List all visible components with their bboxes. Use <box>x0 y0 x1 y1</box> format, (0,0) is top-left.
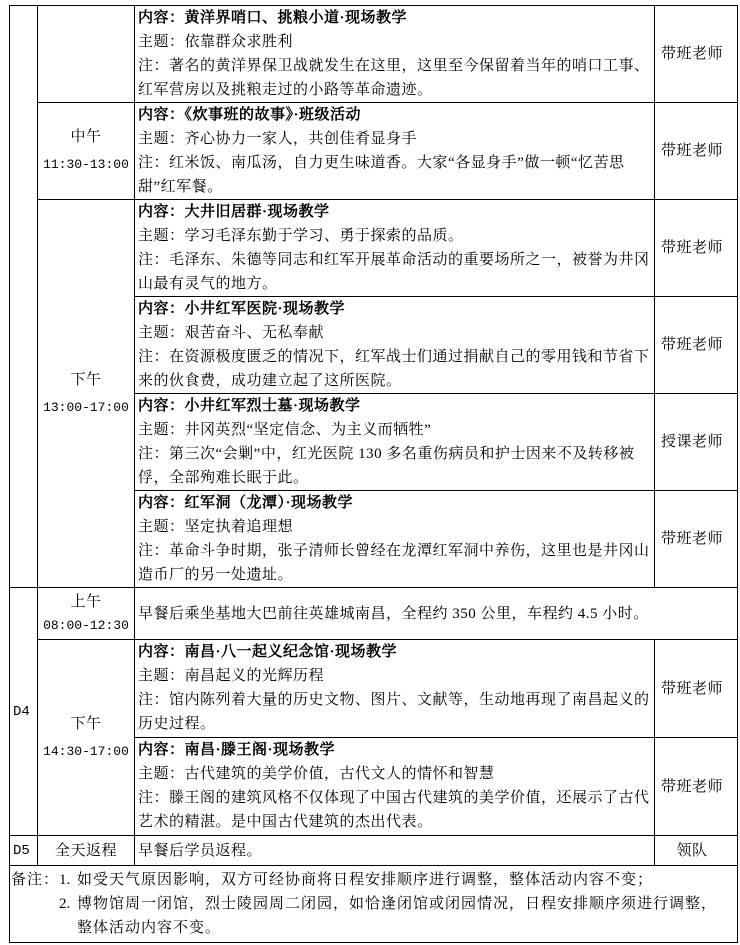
session-theme: 主题：齐心协力一家人，共创佳肴显身手 <box>138 131 418 147</box>
session-note: 注：红米饭、南瓜汤，自力更生味道香。大家“各显身手”做一顿“忆苦思甜”红军餐。 <box>138 155 625 195</box>
remark-item <box>59 892 733 940</box>
session-theme: 主题：坚定执着追理想 <box>138 519 294 535</box>
day-label-d4: D4 <box>13 703 30 720</box>
session-staff: 带班老师 <box>655 6 738 103</box>
remark-text: 如受天气原因影响，双方可经协商将日程安排顺序进行调整，整体活动内容不变； <box>77 872 654 888</box>
session-content: 内容：小井红军烈士墓·现场教学 <box>138 398 361 414</box>
remarks-row <box>10 866 738 943</box>
time-range-noon: 11:30-13:00 <box>43 157 129 172</box>
session-staff: 授课老师 <box>655 394 738 491</box>
remark-item <box>59 868 733 892</box>
remarks-label: 备注： <box>11 872 60 888</box>
day-cell-d4 <box>10 588 38 836</box>
day-label-d5: D5 <box>13 842 30 859</box>
session-content-cell <box>135 640 655 738</box>
time-period-afternoon-d4: 下午 <box>70 715 102 732</box>
session-theme: 主题：古代建筑的美学价值，古代文人的情怀和智慧 <box>138 766 495 782</box>
session-note: 注：毛泽东、朱德等同志和红军开展革命活动的重要场所之一，被誉为井冈山最有灵气的地方。 <box>138 252 650 292</box>
transfer-text: 早餐后乘坐基地大巴前往英雄城南昌，全程约 350 公里，车程约 4.5 小时。 <box>135 588 738 640</box>
time-cell-afternoon-d4 <box>38 640 135 836</box>
day-cell-d5 <box>10 836 38 866</box>
session-row <box>10 200 738 297</box>
session-staff: 带班老师 <box>655 640 738 738</box>
return-row <box>10 836 738 866</box>
session-content: 内容：小井红军医院·现场教学 <box>138 301 346 317</box>
session-note: 注：馆内陈列着大量的历史文物、图片、文献等，生动地再现了南昌起义的历史过程。 <box>138 692 650 732</box>
session-content: 内容：《炊事班的故事》·班级活动 <box>138 107 362 123</box>
time-range-morning: 08:00-12:30 <box>43 617 129 633</box>
session-staff: 带班老师 <box>655 103 738 200</box>
session-note: 注：革命斗争时期，张子清师长曾经在龙潭红军洞中养伤，这里也是井冈山造币厂的另一处遗址。 <box>138 543 650 583</box>
return-staff: 领队 <box>655 836 738 866</box>
session-staff: 带班老师 <box>655 491 738 588</box>
time-period-afternoon: 下午 <box>70 371 102 388</box>
session-content-cell <box>135 297 655 394</box>
session-note: 注：著名的黄洋界保卫战就发生在这里，这里至今保留着当年的哨口工事、红军营房以及挑粮走过的小路等革命遗迹。 <box>138 58 650 98</box>
session-content-cell <box>135 103 655 200</box>
remark-number: 1. <box>59 872 71 888</box>
remarks-cell <box>10 866 738 943</box>
itinerary-table <box>9 5 738 943</box>
remark-text: 博物馆周一闭馆，烈士陵园周二闭园，如恰逢闭馆或闭园情况，日程安排顺序须进行调整，整体活动内容不变。 <box>77 896 718 936</box>
session-theme: 主题：南昌起义的光辉历程 <box>138 668 325 684</box>
session-content: 内容：南昌·滕王阁·现场教学 <box>138 742 336 758</box>
session-note: 注：滕王阁的建筑风格不仅体现了中国古代建筑的美学价值，还展示了古代艺术的精湛。是中国古代建筑的杰出代表。 <box>138 790 650 830</box>
time-period-full-day: 全天返程 <box>54 842 117 859</box>
session-note: 注：第三次“会剿”中，红光医院 130 多名重伤病员和护士因来不及转移被俘，全部殉难长眠于此。 <box>138 446 635 486</box>
session-theme: 主题：学习毛泽东勤于学习、勇于探索的品质。 <box>138 228 464 244</box>
session-row <box>10 6 738 103</box>
time-cell-noon <box>38 103 135 200</box>
remark-number: 2. <box>59 896 71 912</box>
time-range-afternoon: 13:00-17:00 <box>43 399 129 415</box>
session-note: 注：在资源极度匮乏的情况下，红军战士们通过捐献自己的零用钱和节省下来的伙食费，成功建立起了这所医院。 <box>138 349 650 389</box>
session-theme: 主题：依靠群众求胜利 <box>138 34 294 50</box>
session-content-cell <box>135 738 655 836</box>
session-content-cell <box>135 200 655 297</box>
session-theme: 主题：艰苦奋斗、无私奉献 <box>138 325 325 341</box>
session-content: 内容：南昌·八一起义纪念馆·现场教学 <box>138 644 398 660</box>
time-cell-empty <box>38 6 135 103</box>
time-period-noon: 中午 <box>70 129 102 145</box>
session-content-cell <box>135 6 655 103</box>
time-cell-morning <box>38 588 135 640</box>
session-staff: 带班老师 <box>655 297 738 394</box>
transfer-row <box>10 588 738 640</box>
time-period-morning: 上午 <box>70 593 102 610</box>
session-content: 内容：红军洞（龙潭）·现场教学 <box>138 495 354 511</box>
remarks-block <box>11 868 733 940</box>
time-range-afternoon-d4: 14:30-17:00 <box>43 743 129 759</box>
time-cell-full-day <box>38 836 135 866</box>
session-content: 内容：大井旧居群·现场教学 <box>138 204 330 220</box>
session-theme: 主题：井冈英烈“坚定信念、为主义而牺牲” <box>138 422 432 438</box>
remarks-list <box>59 868 733 940</box>
session-content-cell <box>135 491 655 588</box>
day-cell-previous <box>10 6 38 588</box>
return-text: 早餐后学员返程。 <box>135 836 655 866</box>
session-row <box>10 640 738 738</box>
session-staff: 带班老师 <box>655 200 738 297</box>
session-row <box>10 103 738 200</box>
session-staff: 带班老师 <box>655 738 738 836</box>
session-content: 内容：黄洋界哨口、挑粮小道·现场教学 <box>138 10 408 26</box>
session-content-cell <box>135 394 655 491</box>
time-cell-afternoon <box>38 200 135 588</box>
